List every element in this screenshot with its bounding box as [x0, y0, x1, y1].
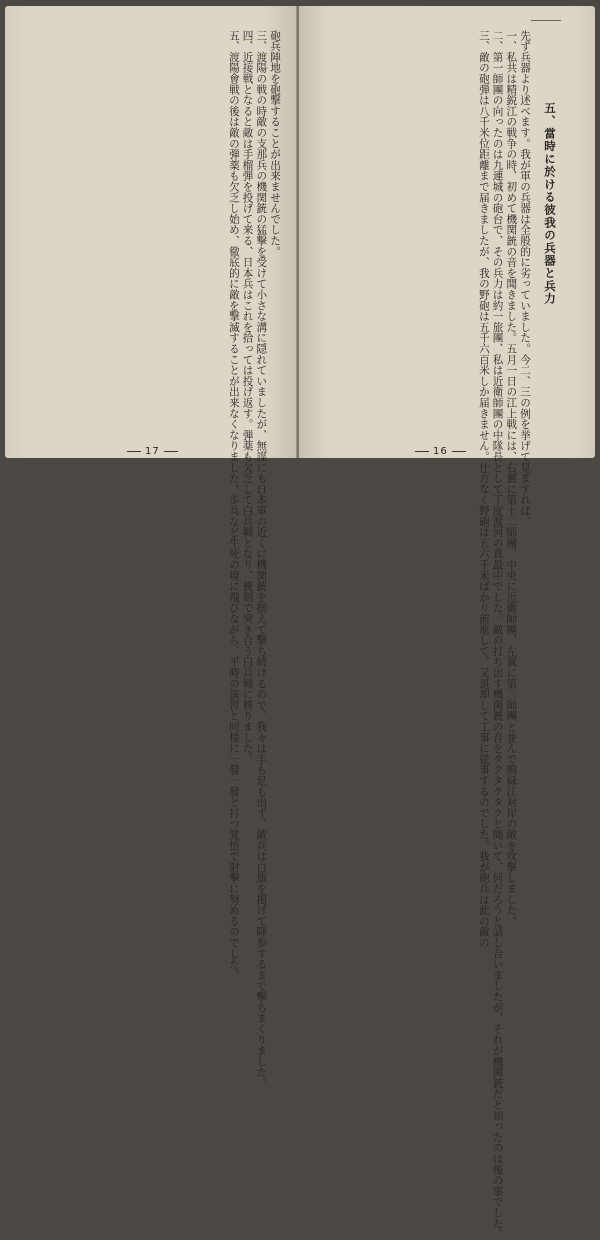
folio-dash: [452, 451, 466, 452]
left-paragraph-3: 四、近接戦となると敵は手榴弾を投げて来る、日本兵はこれを拾っては投げ返す。弾薬も欠乏して白兵戦となり、銃剣で突き合う白兵戦に移りました。: [241, 30, 254, 765]
right-paragraph-1: 先ず兵器より述べます。我が軍の兵器は全般的に劣っていました。今二、三の例を挙げて見ますれば、: [519, 30, 531, 527]
right-paragraph-2: 一、私共は精鋭江の戦争の時、初めて機関銃の音を聞きました。五月一日の江上戦には、右翼に第十二師團、中央に近衛師團、左翼に第二師團と並んで鴨緑江対岸の敵を攻撃しました。: [505, 30, 518, 927]
left-paragraph-1: 砲兵陣地を砲撃することが出来ませんでした。: [269, 30, 281, 257]
left-paragraph-2: 三、渡陽の戦の時敵の支那兵の機関銃の猛撃を受けて小さな溝に隠れていましたが、無謀にも日本軍の近くに機関銃を据えて撃ち続けるので、我々は手も足も出ず、敵兵は白旗を掲げて降参するまで撃ちまくりました。: [255, 30, 268, 1089]
right-paragraph-4: 三、敵の砲弾は八千米位距離まで届きましたが、我の野砲は五千六百米しか届きません。仕方なく野砲は五六千米ばかり前進して、又退却して工事に従事するのでした。我が砲兵は此の敵の: [477, 30, 490, 948]
folio-dash: [415, 451, 429, 452]
section-heading: 五、當時に於ける彼我の兵器と兵力: [543, 102, 557, 306]
heading-top-rule: [531, 20, 561, 21]
right-page-number-text: 16: [433, 446, 448, 457]
left-page: [5, 6, 297, 1089]
left-page-number-text: 17: [145, 446, 160, 457]
right-page-number: [411, 446, 470, 457]
folio-dash: [127, 451, 141, 452]
right-paragraph-3: 二、第一師團の向ったのは九連城の砲台で、その兵力は約一旅團、私は近衛師團の中隊長として丁度渡河の真最中でした。敵の打ち出す機関銃の音をタクタクタクと聞いて、何だろうと話し合いましたが、それが機関銃だと知ったのは後の事でした。: [491, 30, 504, 1240]
folio-dash: [164, 451, 178, 452]
left-paragraph-4: 五、渡陽會戦の後は敵の弾薬も欠乏し始め、徹底的に敵を撃滅することが出来なくなりました。歩兵など生死の境に飛びながら、平時の演習と同様に一發一發と打つ覚悟で射撃に努めるのでした。: [227, 30, 240, 981]
right-page: [299, 6, 595, 1240]
left-page-number: [123, 446, 182, 457]
